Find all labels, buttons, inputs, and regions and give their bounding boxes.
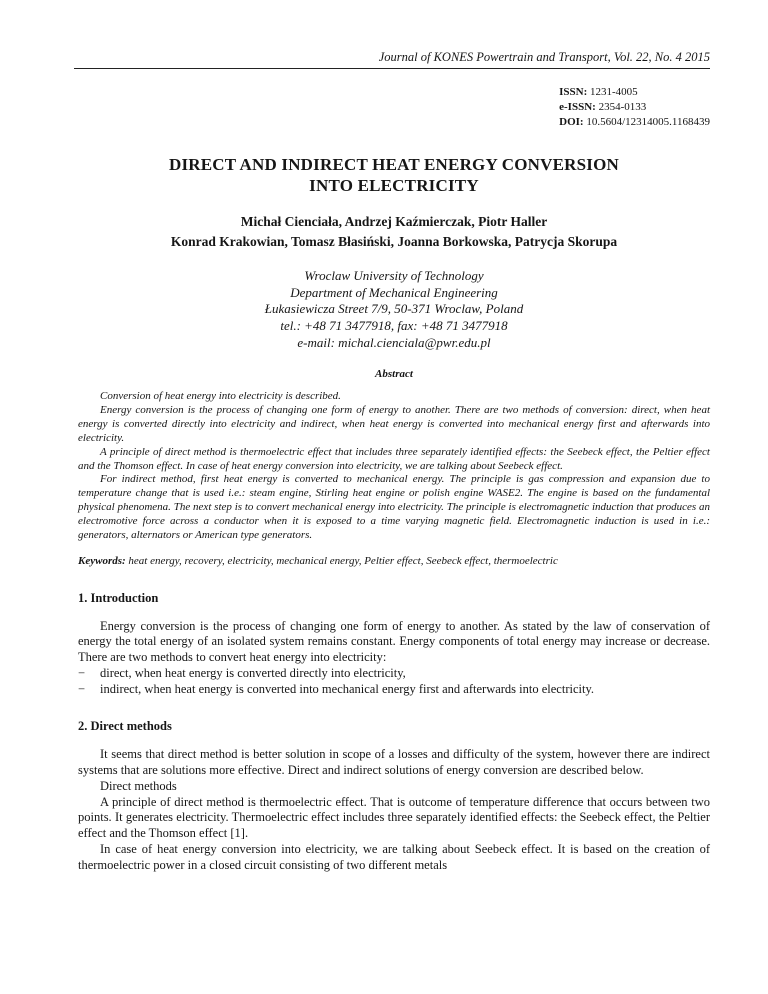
affiliation-address: Łukasiewicza Street 7/9, 50-371 Wroclaw, Poland bbox=[264, 301, 524, 317]
affiliation-phone: tel.: +48 71 3477918, fax: +48 71 3477918 bbox=[280, 318, 508, 334]
eissn-value: 2354-0133 bbox=[595, 100, 647, 113]
doi-line bbox=[559, 115, 710, 130]
direct-methods-subline: Direct methods bbox=[100, 778, 177, 793]
eissn-line bbox=[559, 100, 710, 115]
doi-label: DOI: bbox=[559, 115, 584, 128]
abstract-paragraph: A principle of direct method is thermoelectric effect that includes three separately identified effects: the Seebeck effect, the Peltier effect and the Thomson effect. In case of heat energy conversion into electricity, we are talking about Seebeck effect. bbox=[78, 445, 710, 472]
authors bbox=[78, 212, 710, 251]
authors-line1: Michał Cienciała, Andrzej Kaźmierczak, Piotr Haller bbox=[240, 214, 548, 230]
issn-line bbox=[559, 85, 710, 100]
list-item-text: direct, when heat energy is converted directly into electricity, bbox=[100, 665, 406, 680]
direct-methods-paragraph: In case of heat energy conversion into electricity, we are talking about Seebeck effect. It is based on the creation of thermoelectric power in a closed circuit consisting of two different metals bbox=[78, 841, 710, 872]
list-item bbox=[78, 666, 710, 682]
introduction-body bbox=[78, 619, 710, 698]
paper-title-line1: DIRECT AND INDIRECT HEAT ENERGY CONVERSION bbox=[168, 154, 620, 174]
affiliation-university: Wroclaw University of Technology bbox=[304, 268, 484, 284]
list-item bbox=[78, 682, 710, 698]
journal-running-head: Journal of KONES Powertrain and Transport, Vol. 22, No. 4 2015 bbox=[74, 50, 710, 69]
issn-value: 1231-4005 bbox=[587, 86, 638, 98]
affiliation bbox=[78, 268, 710, 351]
abstract-paragraph: Conversion of heat energy into electricity is described. bbox=[100, 390, 341, 403]
direct-methods-paragraph: A principle of direct method is thermoelectric effect. That is outcome of temperature difference that occurs between two points. It generates electricity. Thermoelectric effect includes three separately identified effects: the Seebeck effect, the Peltier effect and the Thomson effect [1]. bbox=[78, 794, 710, 841]
issn-label: ISSN: bbox=[559, 86, 588, 98]
publication-meta bbox=[559, 85, 710, 130]
dash-bullet: − bbox=[78, 665, 86, 680]
keywords-line bbox=[78, 555, 710, 569]
abstract-paragraph: Energy conversion is the process of changing one form of energy to another. There are two methods of conversion: direct, when heat energy is converted directly into electricity and indirect, when heat energy is converted into mechanical energy first and afterwards into electricity. bbox=[78, 404, 710, 444]
abstract-heading: Abstract bbox=[375, 368, 413, 381]
paper-title-line2: INTO ELECTRICITY bbox=[309, 175, 479, 195]
direct-methods-body bbox=[78, 747, 710, 873]
affiliation-department: Department of Mechanical Engineering bbox=[290, 284, 498, 300]
section-heading-direct-methods: 2. Direct methods bbox=[78, 719, 172, 734]
dash-bullet: − bbox=[78, 681, 86, 696]
paper-title bbox=[78, 154, 710, 197]
abstract-paragraph: For indirect method, first heat energy is converted to mechanical energy. The principle is gas compression and expansion due to temperature change that is used i.e.: steam engine, Stirling heat engine or polish engine WASE2. The engine is based on the fundamental physical phenomena. The next step is to convert mechanical energy into electricity. The principle is electromagnetic induction that produces an electromotive force across a conductor when it is exposed to a time varying magnetic field. Electromagnetic induction is used in i.e.: generators, alternators or American type generators. bbox=[78, 473, 710, 541]
affiliation-email: e-mail: michal.cienciala@pwr.edu.pl bbox=[297, 334, 491, 350]
keywords-label: Keywords: bbox=[78, 554, 126, 567]
keywords-text: heat energy, recovery, electricity, mechanical energy, Peltier effect, Seebeck effect, thermoelectric bbox=[125, 554, 558, 567]
direct-methods-paragraph: It seems that direct method is better solution in scope of a losses and difficulty of the system, however there are indirect systems that are solutions more effective. Direct and indirect solutions of energy conversion are described below. bbox=[78, 747, 710, 778]
eissn-label: e-ISSN: bbox=[559, 100, 596, 113]
abstract-body bbox=[78, 390, 710, 542]
authors-line2: Konrad Krakowian, Tomasz Błasiński, Joanna Borkowska, Patrycja Skorupa bbox=[170, 233, 618, 249]
list-item-text: indirect, when heat energy is converted into mechanical energy first and afterwards into electricity. bbox=[100, 681, 595, 696]
doi-value: 10.5604/12314005.1168439 bbox=[583, 115, 710, 128]
conversion-methods-list bbox=[78, 666, 710, 698]
section-heading-introduction: 1. Introduction bbox=[78, 590, 159, 605]
introduction-paragraph: Energy conversion is the process of changing one form of energy to another. As stated by the law of conservation of energy the total energy of an isolated system remains constant. Energy components of total energy may increase or decrease. There are two methods to convert heat energy into electricity: bbox=[78, 618, 710, 665]
